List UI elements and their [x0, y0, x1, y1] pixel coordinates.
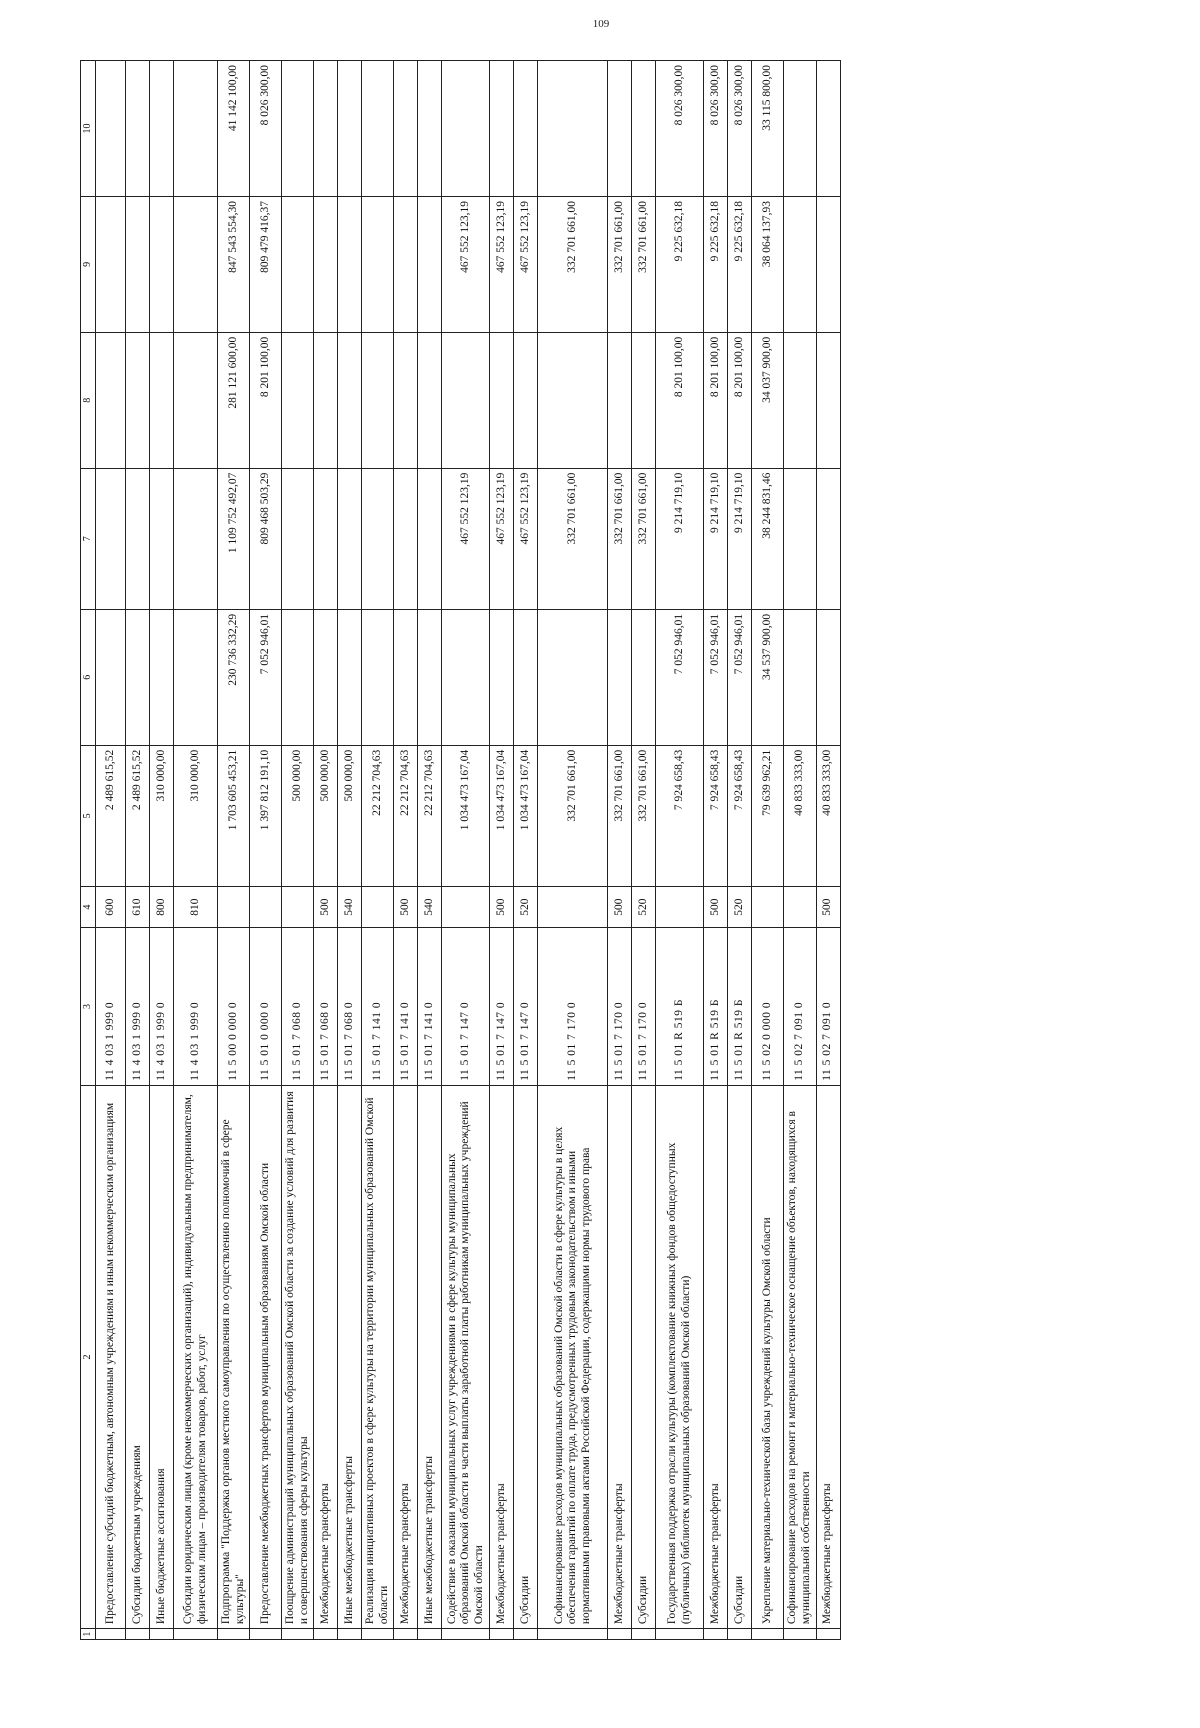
col-header: 9 [81, 196, 96, 332]
cell-vr [282, 886, 314, 927]
cell-c8 [608, 332, 632, 468]
cell-vr: 500 [816, 886, 840, 927]
cell-c5: 40 833 333,00 [816, 745, 840, 886]
cell-c10 [314, 61, 338, 197]
cell-c6 [394, 609, 418, 745]
row-margin-cell [816, 1629, 840, 1640]
cell-c10 [816, 61, 840, 197]
cell-c10 [174, 61, 218, 197]
cell-name: Межбюджетные трансферты [394, 1085, 418, 1628]
cell-code: 11 5 02 7 091 0 [784, 928, 816, 1086]
cell-name: Межбюджетные трансферты [816, 1085, 840, 1628]
cell-c9 [174, 196, 218, 332]
table-row [728, 61, 752, 1640]
cell-c5: 79 639 962,21 [752, 745, 784, 886]
cell-c6 [362, 609, 394, 745]
cell-c7 [784, 468, 816, 609]
cell-c7: 9 214 719,10 [728, 468, 752, 609]
cell-c6 [282, 609, 314, 745]
cell-code: 11 5 01 7 141 0 [394, 928, 418, 1086]
cell-c7 [314, 468, 338, 609]
col-header: 1 [81, 1629, 96, 1640]
row-margin-cell [728, 1629, 752, 1640]
row-margin-cell [656, 1629, 704, 1640]
cell-c7: 1 109 752 492,07 [218, 468, 250, 609]
row-margin-cell [538, 1629, 608, 1640]
cell-name: Субсидии [728, 1085, 752, 1628]
cell-c8 [338, 332, 362, 468]
cell-c10 [338, 61, 362, 197]
table-row [752, 61, 784, 1640]
cell-c8 [538, 332, 608, 468]
table-row [282, 61, 314, 1640]
cell-c6 [96, 609, 126, 745]
cell-vr: 600 [96, 886, 126, 927]
cell-c7: 467 552 123,19 [442, 468, 490, 609]
cell-c8: 8 201 100,00 [250, 332, 282, 468]
cell-code: 11 5 01 7 068 0 [282, 928, 314, 1086]
cell-c6: 7 052 946,01 [704, 609, 728, 745]
cell-code: 11 4 03 1 999 0 [96, 928, 126, 1086]
cell-c7 [418, 468, 442, 609]
table-row [632, 61, 656, 1640]
table-row [338, 61, 362, 1640]
cell-c8 [816, 332, 840, 468]
cell-c10 [538, 61, 608, 197]
cell-c5: 2 489 615,52 [126, 745, 150, 886]
row-margin-cell [338, 1629, 362, 1640]
cell-c5: 500 000,00 [338, 745, 362, 886]
row-margin-cell [174, 1629, 218, 1640]
budget-table [80, 60, 841, 1640]
cell-c5: 310 000,00 [174, 745, 218, 886]
cell-c8: 281 121 600,00 [218, 332, 250, 468]
table-row [150, 61, 174, 1640]
cell-c5: 332 701 661,00 [538, 745, 608, 886]
cell-code: 11 5 01 7 068 0 [314, 928, 338, 1086]
cell-c9: 332 701 661,00 [632, 196, 656, 332]
cell-code: 11 5 01 7 170 0 [632, 928, 656, 1086]
row-margin-cell [362, 1629, 394, 1640]
cell-c5: 2 489 615,52 [96, 745, 126, 886]
cell-c10: 33 115 800,00 [752, 61, 784, 197]
page-number: 109 [592, 18, 610, 30]
cell-c10 [632, 61, 656, 197]
table-body [96, 61, 841, 1640]
cell-c7 [338, 468, 362, 609]
cell-vr: 500 [314, 886, 338, 927]
col-header: 6 [81, 609, 96, 745]
cell-c10: 41 142 100,00 [218, 61, 250, 197]
cell-c7: 332 701 661,00 [608, 468, 632, 609]
cell-c6 [816, 609, 840, 745]
cell-c7 [96, 468, 126, 609]
cell-c5: 22 212 704,63 [394, 745, 418, 886]
cell-vr [752, 886, 784, 927]
cell-c8 [126, 332, 150, 468]
cell-name: Поощрение администраций муниципальных образований Омской области за создание условий для развития и совершенствования сферы культуры [282, 1085, 314, 1628]
cell-c7: 38 244 831,46 [752, 468, 784, 609]
table-row [174, 61, 218, 1640]
cell-name: Межбюджетные трансферты [704, 1085, 728, 1628]
cell-code: 11 5 01 7 170 0 [608, 928, 632, 1086]
cell-c8: 34 037 900,00 [752, 332, 784, 468]
cell-vr: 540 [338, 886, 362, 927]
cell-name: Субсидии бюджетным учреждениям [126, 1085, 150, 1628]
cell-c9: 38 064 137,93 [752, 196, 784, 332]
cell-vr: 520 [514, 886, 538, 927]
cell-vr: 810 [174, 886, 218, 927]
cell-name: Иные межбюджетные трансферты [418, 1085, 442, 1628]
row-margin-cell [632, 1629, 656, 1640]
cell-c9: 9 225 632,18 [656, 196, 704, 332]
cell-c9 [784, 196, 816, 332]
row-margin-cell [314, 1629, 338, 1640]
cell-name: Софинансирование расходов на ремонт и материально-техническое оснащение объектов, находящихся в муниципальной собственности [784, 1085, 816, 1628]
cell-c10 [394, 61, 418, 197]
cell-c8 [174, 332, 218, 468]
cell-c8 [394, 332, 418, 468]
cell-c7: 9 214 719,10 [704, 468, 728, 609]
cell-vr [656, 886, 704, 927]
col-header: 5 [81, 745, 96, 886]
cell-c7: 467 552 123,19 [490, 468, 514, 609]
cell-name: Межбюджетные трансферты [314, 1085, 338, 1628]
cell-c9: 9 225 632,18 [728, 196, 752, 332]
row-margin-cell [442, 1629, 490, 1640]
table-row [96, 61, 126, 1640]
cell-name: Межбюджетные трансферты [490, 1085, 514, 1628]
cell-name: Реализация инициативных проектов в сфере культуры на территории муниципальных образований Омской области [362, 1085, 394, 1628]
table-row [538, 61, 608, 1640]
cell-c9: 467 552 123,19 [514, 196, 538, 332]
cell-c5: 22 212 704,63 [362, 745, 394, 886]
cell-name: Подпрограмма "Поддержка органов местного самоуправления по осуществлению полномочий в сфере культуры" [218, 1085, 250, 1628]
cell-c6 [338, 609, 362, 745]
cell-c6: 230 736 332,29 [218, 609, 250, 745]
cell-c9: 332 701 661,00 [538, 196, 608, 332]
row-margin-cell [490, 1629, 514, 1640]
cell-vr [250, 886, 282, 927]
cell-c5: 7 924 658,43 [656, 745, 704, 886]
cell-c10 [150, 61, 174, 197]
cell-c6: 7 052 946,01 [728, 609, 752, 745]
cell-c9: 847 543 554,30 [218, 196, 250, 332]
row-margin-cell [126, 1629, 150, 1640]
row-margin-cell [418, 1629, 442, 1640]
row-margin-cell [150, 1629, 174, 1640]
cell-c6 [608, 609, 632, 745]
header-row [81, 61, 96, 1640]
cell-c6 [632, 609, 656, 745]
col-header: 3 [81, 928, 96, 1086]
cell-vr [538, 886, 608, 927]
row-margin-cell [514, 1629, 538, 1640]
cell-c6 [150, 609, 174, 745]
cell-c8 [514, 332, 538, 468]
cell-c8 [632, 332, 656, 468]
cell-c5: 1 034 473 167,04 [514, 745, 538, 886]
col-header: 7 [81, 468, 96, 609]
cell-c6 [784, 609, 816, 745]
cell-vr [784, 886, 816, 927]
cell-vr [442, 886, 490, 927]
cell-vr: 500 [608, 886, 632, 927]
cell-c5: 1 703 605 453,21 [218, 745, 250, 886]
cell-c9 [338, 196, 362, 332]
cell-c9 [418, 196, 442, 332]
cell-c9 [816, 196, 840, 332]
cell-c9: 9 225 632,18 [704, 196, 728, 332]
cell-c8: 8 201 100,00 [704, 332, 728, 468]
cell-c9 [126, 196, 150, 332]
cell-c7: 332 701 661,00 [538, 468, 608, 609]
table-row [442, 61, 490, 1640]
cell-c7: 809 468 503,29 [250, 468, 282, 609]
cell-name: Укрепление материально-технической базы учреждений культуры Омской области [752, 1085, 784, 1628]
cell-code: 11 5 01 7 147 0 [514, 928, 538, 1086]
cell-c6: 7 052 946,01 [656, 609, 704, 745]
cell-c9 [150, 196, 174, 332]
cell-c9 [362, 196, 394, 332]
cell-c8 [150, 332, 174, 468]
cell-c9: 809 479 416,37 [250, 196, 282, 332]
cell-c10 [514, 61, 538, 197]
cell-vr [218, 886, 250, 927]
table-row [656, 61, 704, 1640]
cell-code: 11 5 01 7 068 0 [338, 928, 362, 1086]
cell-c9 [96, 196, 126, 332]
cell-c9: 467 552 123,19 [490, 196, 514, 332]
rotated-table-area [80, 60, 1090, 1640]
cell-code: 11 5 01 7 147 0 [490, 928, 514, 1086]
cell-c6 [538, 609, 608, 745]
row-margin-cell [704, 1629, 728, 1640]
cell-code: 11 4 03 1 999 0 [150, 928, 174, 1086]
cell-c7 [126, 468, 150, 609]
cell-name: Иные бюджетные ассигнования [150, 1085, 174, 1628]
cell-code: 11 5 02 7 091 0 [816, 928, 840, 1086]
cell-c7: 467 552 123,19 [514, 468, 538, 609]
table-row [250, 61, 282, 1640]
cell-code: 11 5 01 7 141 0 [362, 928, 394, 1086]
cell-c5: 332 701 661,00 [632, 745, 656, 886]
cell-c8 [96, 332, 126, 468]
cell-c8 [490, 332, 514, 468]
cell-code: 11 5 01 R 519 Б [656, 928, 704, 1086]
cell-c5: 332 701 661,00 [608, 745, 632, 886]
cell-code: 11 5 00 0 000 0 [218, 928, 250, 1086]
cell-c8: 8 201 100,00 [656, 332, 704, 468]
cell-code: 11 5 01 7 170 0 [538, 928, 608, 1086]
cell-code: 11 4 03 1 999 0 [174, 928, 218, 1086]
table-row [704, 61, 728, 1640]
cell-c8 [784, 332, 816, 468]
row-margin-cell [96, 1629, 126, 1640]
cell-c7 [816, 468, 840, 609]
col-header: 10 [81, 61, 96, 197]
row-margin-cell [394, 1629, 418, 1640]
cell-name: Предоставление межбюджетных трансфертов муниципальным образованиям Омской области [250, 1085, 282, 1628]
cell-c9 [394, 196, 418, 332]
cell-vr: 500 [394, 886, 418, 927]
cell-c7 [362, 468, 394, 609]
cell-c10 [490, 61, 514, 197]
row-margin-cell [250, 1629, 282, 1640]
cell-code: 11 5 02 0 000 0 [752, 928, 784, 1086]
cell-c10 [784, 61, 816, 197]
cell-c7 [282, 468, 314, 609]
col-header: 2 [81, 1085, 96, 1628]
cell-c6 [126, 609, 150, 745]
cell-c6 [442, 609, 490, 745]
col-header: 4 [81, 886, 96, 927]
cell-c7 [150, 468, 174, 609]
row-margin-cell [784, 1629, 816, 1640]
cell-code: 11 4 03 1 999 0 [126, 928, 150, 1086]
cell-c10: 8 026 300,00 [656, 61, 704, 197]
table-row [784, 61, 816, 1640]
cell-c9 [314, 196, 338, 332]
cell-c5: 500 000,00 [314, 745, 338, 886]
cell-vr [362, 886, 394, 927]
table-row [314, 61, 338, 1640]
cell-c5: 310 000,00 [150, 745, 174, 886]
cell-code: 11 5 01 7 147 0 [442, 928, 490, 1086]
cell-name: Субсидии юридическим лицам (кроме некоммерческих организаций), индивидуальным предпринимателям, физическим лицам – производителям товаров, работ, услуг [174, 1085, 218, 1628]
cell-c5: 1 034 473 167,04 [490, 745, 514, 886]
table-row [218, 61, 250, 1640]
cell-c5: 1 034 473 167,04 [442, 745, 490, 886]
cell-c5: 500 000,00 [282, 745, 314, 886]
cell-name: Межбюджетные трансферты [608, 1085, 632, 1628]
cell-c10: 8 026 300,00 [250, 61, 282, 197]
table-row [816, 61, 840, 1640]
cell-name: Содействие в оказании муниципальных услуг учреждениями в сфере культуры муниципальных образований Омской области в части выплаты заработной платы работникам муниципальных учреждений Омской области [442, 1085, 490, 1628]
cell-c5: 1 397 812 191,10 [250, 745, 282, 886]
cell-c10: 8 026 300,00 [728, 61, 752, 197]
cell-c6: 34 537 900,00 [752, 609, 784, 745]
cell-vr: 540 [418, 886, 442, 927]
cell-c5: 40 833 333,00 [784, 745, 816, 886]
cell-name: Государственная поддержка отрасли культуры (комплектование книжных фондов общедоступных (публичных) библиотек муниципальных образований Омской области) [656, 1085, 704, 1628]
cell-c7: 332 701 661,00 [632, 468, 656, 609]
cell-c5: 7 924 658,43 [704, 745, 728, 886]
cell-vr: 500 [490, 886, 514, 927]
cell-c9: 332 701 661,00 [608, 196, 632, 332]
cell-vr: 520 [632, 886, 656, 927]
cell-c9: 467 552 123,19 [442, 196, 490, 332]
cell-c10 [282, 61, 314, 197]
cell-vr: 610 [126, 886, 150, 927]
row-margin-cell [752, 1629, 784, 1640]
row-margin-cell [282, 1629, 314, 1640]
table-row [362, 61, 394, 1640]
row-margin-cell [218, 1629, 250, 1640]
col-header: 8 [81, 332, 96, 468]
cell-c8 [282, 332, 314, 468]
cell-code: 11 5 01 0 000 0 [250, 928, 282, 1086]
cell-code: 11 5 01 7 141 0 [418, 928, 442, 1086]
cell-name: Предоставление субсидий бюджетным, автономным учреждениям и иным некоммерческим организациям [96, 1085, 126, 1628]
table-row [514, 61, 538, 1640]
cell-c7 [174, 468, 218, 609]
cell-c7 [394, 468, 418, 609]
cell-c6 [418, 609, 442, 745]
cell-c9 [282, 196, 314, 332]
cell-c10 [418, 61, 442, 197]
cell-c5: 7 924 658,43 [728, 745, 752, 886]
cell-c6 [174, 609, 218, 745]
cell-c10 [126, 61, 150, 197]
table-row [490, 61, 514, 1640]
cell-vr: 500 [704, 886, 728, 927]
cell-c8: 8 201 100,00 [728, 332, 752, 468]
cell-code: 11 5 01 R 519 Б [728, 928, 752, 1086]
cell-name: Софинансирование расходов муниципальных образований Омской области в сфере культуры в целях обеспечения гарантий по оплате труда, предусмотренных трудовым законодательством и иными нормативными правовыми актами Российской Федерации, содержащими нормы трудового права [538, 1085, 608, 1628]
cell-name: Субсидии [632, 1085, 656, 1628]
table-row [394, 61, 418, 1640]
cell-c8 [362, 332, 394, 468]
cell-code: 11 5 01 R 519 Б [704, 928, 728, 1086]
cell-c5: 22 212 704,63 [418, 745, 442, 886]
cell-c6 [490, 609, 514, 745]
cell-c8 [314, 332, 338, 468]
cell-vr: 800 [150, 886, 174, 927]
cell-c10 [442, 61, 490, 197]
cell-name: Субсидии [514, 1085, 538, 1628]
cell-c8 [442, 332, 490, 468]
cell-c10 [96, 61, 126, 197]
row-margin-cell [608, 1629, 632, 1640]
cell-c7: 9 214 719,10 [656, 468, 704, 609]
cell-c10 [362, 61, 394, 197]
cell-vr: 520 [728, 886, 752, 927]
cell-c6 [514, 609, 538, 745]
cell-c6 [314, 609, 338, 745]
cell-c10 [608, 61, 632, 197]
cell-c8 [418, 332, 442, 468]
table-row [126, 61, 150, 1640]
table-row [608, 61, 632, 1640]
table-row [418, 61, 442, 1640]
cell-c10: 8 026 300,00 [704, 61, 728, 197]
cell-c6: 7 052 946,01 [250, 609, 282, 745]
cell-name: Иные межбюджетные трансферты [338, 1085, 362, 1628]
